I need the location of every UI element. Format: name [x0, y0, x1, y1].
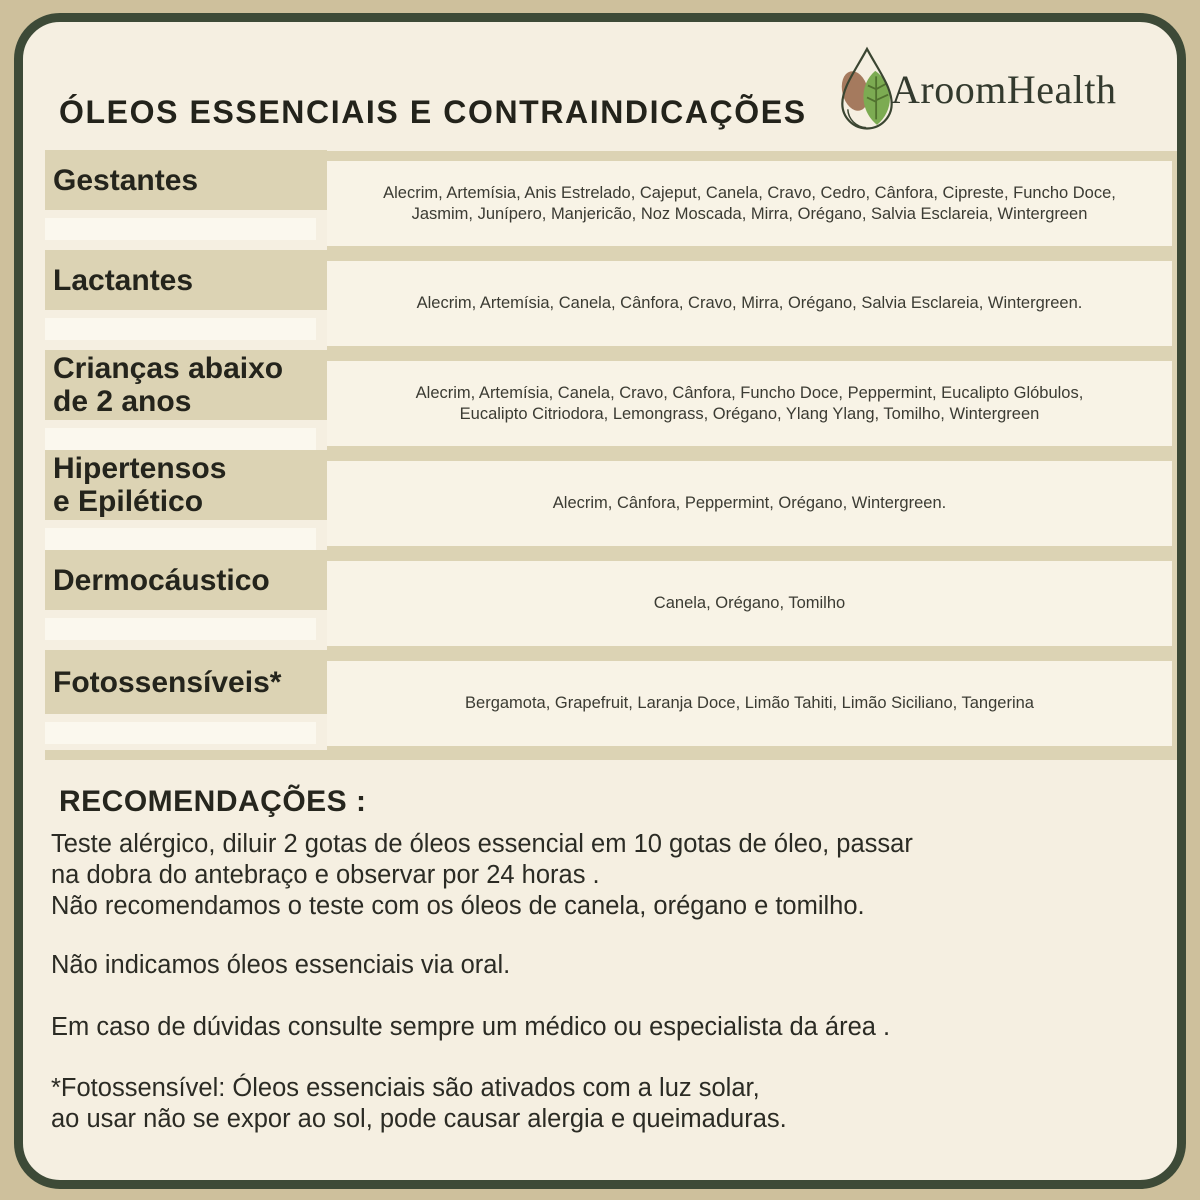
tan-bottom-strip	[45, 750, 327, 760]
row-oils-fotossensiveis	[327, 661, 1172, 746]
label-underline-strip	[45, 528, 316, 550]
drop-leaf-icon	[835, 44, 899, 138]
row-label-hipertensos	[45, 450, 327, 520]
label-underline-strip	[45, 722, 316, 744]
row-label-fotossensiveis	[45, 650, 327, 714]
row-label-dermocaustico	[45, 550, 327, 610]
recommendation-paragraph	[51, 1012, 890, 1043]
oils-line: Bergamota, Grapefruit, Laranja Doce, Limão Tahiti, Limão Siciliano, Tangerina	[465, 694, 1034, 712]
row-oils-dermocaustico	[327, 561, 1172, 646]
recommendations-heading: RECOMENDAÇÕES :	[59, 785, 367, 818]
recommendation-paragraph	[51, 1073, 787, 1135]
recommendation-paragraph	[51, 950, 510, 981]
paragraph-line: ao usar não se expor ao sol, pode causar alergia e queimaduras.	[51, 1105, 787, 1133]
row-label-line: Hipertensos	[53, 452, 227, 485]
oils-line: Jasmim, Junípero, Manjericão, Noz Moscada, Mirra, Orégano, Salvia Esclareia, Wintergreen	[411, 204, 1088, 223]
label-underline-strip	[45, 428, 316, 450]
paragraph-line: Não indicamos óleos essenciais via oral.	[51, 951, 511, 979]
recommendation-paragraph	[51, 829, 913, 922]
oils-line: Alecrim, Artemísia, Anis Estrelado, Cajeput, Canela, Cravo, Cedro, Cânfora, Cipreste, Funcho Doce,	[383, 183, 1116, 202]
row-label-line: Gestantes	[53, 163, 199, 197]
paragraph-line: Teste alérgico, diluir 2 gotas de óleos essencial em 10 gotas de óleo, passar	[51, 830, 913, 858]
paragraph-line: *Fotossensível: Óleos essenciais são ativados com a luz solar,	[51, 1074, 760, 1102]
row-label-line: Crianças abaixo	[53, 352, 284, 385]
row-label-lactantes	[45, 250, 327, 310]
row-label-line: Lactantes	[53, 263, 194, 297]
row-oils-hipertensos	[327, 461, 1172, 546]
row-label-line: e Epilético	[53, 485, 204, 518]
oils-line: Canela, Orégano, Tomilho	[653, 594, 846, 612]
paragraph-line: na dobra do antebraço e observar por 24 horas .	[51, 861, 600, 889]
row-oils-lactantes	[327, 261, 1172, 346]
label-underline-strip	[45, 218, 316, 240]
page-title: ÓLEOS ESSENCIAIS E CONTRAINDICAÇÕES	[59, 94, 807, 130]
row-label-line: Fotossensíveis*	[53, 665, 282, 699]
row-oils-gestantes	[327, 161, 1172, 246]
oils-line: Alecrim, Artemísia, Canela, Cravo, Cânfora, Funcho Doce, Peppermint, Eucalipto Glóbulos,	[415, 383, 1084, 402]
row-oils-criancas	[327, 361, 1172, 446]
oils-line: Alecrim, Artemísia, Canela, Cânfora, Cravo, Mirra, Orégano, Salvia Esclareia, Wintergreen.	[416, 294, 1083, 312]
oils-line: Alecrim, Cânfora, Peppermint, Orégano, Wintergreen.	[552, 494, 947, 512]
row-label-criancas	[45, 350, 327, 420]
paragraph-line: Não recomendamos o teste com os óleos de canela, orégano e tomilho.	[51, 892, 865, 920]
brand-name: AroomHealth	[891, 67, 1117, 112]
label-underline-strip	[45, 318, 316, 340]
row-label-line: de 2 anos	[53, 385, 192, 418]
row-label-line: Dermocáustico	[53, 563, 270, 597]
row-label-gestantes	[45, 150, 327, 210]
poster-card	[14, 13, 1186, 1189]
paragraph-line: Em caso de dúvidas consulte sempre um médico ou especialista da área .	[51, 1013, 891, 1041]
label-underline-strip	[45, 618, 316, 640]
oils-line: Eucalipto Citriodora, Lemongrass, Orégano, Ylang Ylang, Tomilho, Wintergreen	[459, 404, 1040, 423]
